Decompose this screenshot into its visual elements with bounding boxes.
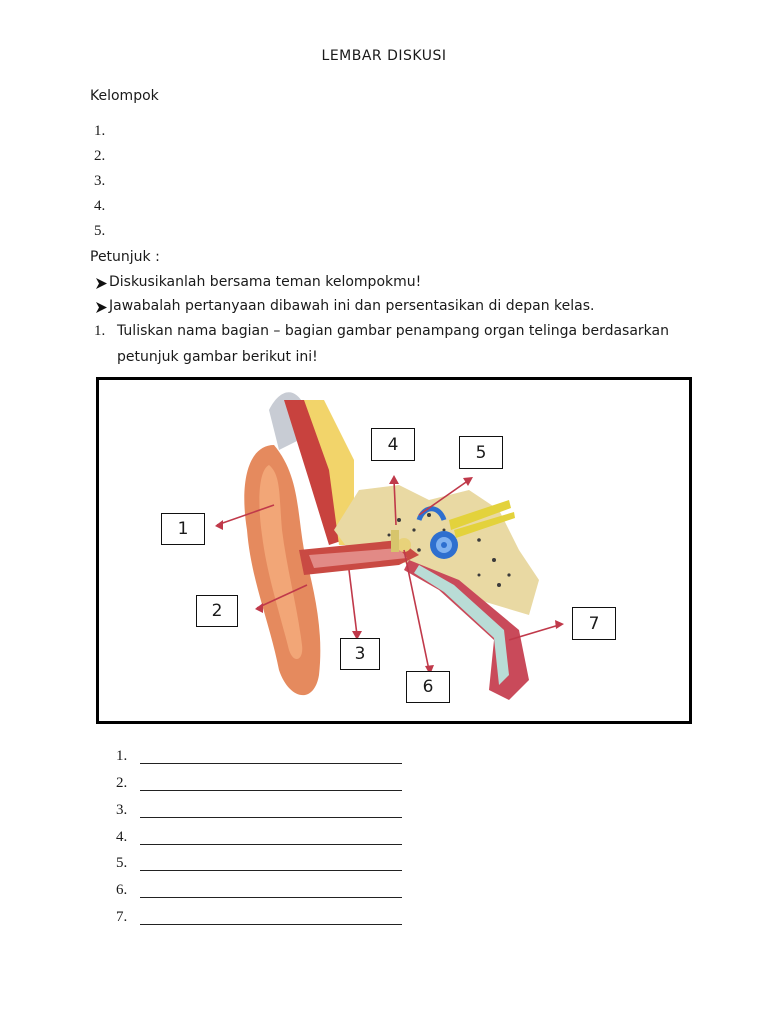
diagram-label-4: 4: [371, 428, 415, 461]
member-number: 1.: [94, 123, 106, 139]
diagram-label-6: 6: [406, 671, 450, 703]
instructions-heading: Petunjuk :: [90, 249, 160, 265]
question-text: Tuliskan nama bagian – bagian gambar penampang organ telinga berdasarkan: [117, 323, 669, 339]
member-number: 4.: [94, 198, 106, 214]
answer-blank[interactable]: [140, 817, 402, 818]
answer-blank[interactable]: [140, 924, 402, 925]
member-number: 3.: [94, 173, 106, 189]
answer-number: 1.: [116, 748, 128, 764]
instruction-item: Diskusikanlah bersama teman kelompokmu!: [109, 274, 422, 290]
group-label: Kelompok: [90, 88, 159, 104]
member-number: 2.: [94, 148, 106, 164]
question-text-continued: petunjuk gambar berikut ini!: [117, 349, 318, 365]
diagram-label-2: 2: [196, 595, 238, 627]
diagram-label-1: 1: [161, 513, 205, 545]
instruction-item: Jawabalah pertanyaan dibawah ini dan persentasikan di depan kelas.: [109, 298, 595, 314]
diagram-label-3: 3: [340, 638, 380, 670]
answer-blank[interactable]: [140, 763, 402, 764]
diagram-label-7: 7: [572, 607, 616, 640]
answer-number: 3.: [116, 802, 128, 818]
answer-number: 6.: [116, 882, 128, 898]
ear-diagram-frame: [96, 377, 692, 724]
question-number: 1.: [94, 323, 106, 339]
arrowhead-bullet-icon: [96, 278, 107, 289]
answer-blank[interactable]: [140, 870, 402, 871]
answer-number: 4.: [116, 829, 128, 845]
answer-number: 2.: [116, 775, 128, 791]
answer-blank[interactable]: [140, 897, 402, 898]
answer-blank[interactable]: [140, 790, 402, 791]
answer-blank[interactable]: [140, 844, 402, 845]
answer-number: 7.: [116, 909, 128, 925]
diagram-label-5: 5: [459, 436, 503, 469]
page-title: LEMBAR DISKUSI: [321, 48, 447, 64]
arrowhead-bullet-icon: [96, 302, 107, 313]
member-number: 5.: [94, 223, 106, 239]
answer-number: 5.: [116, 855, 128, 871]
